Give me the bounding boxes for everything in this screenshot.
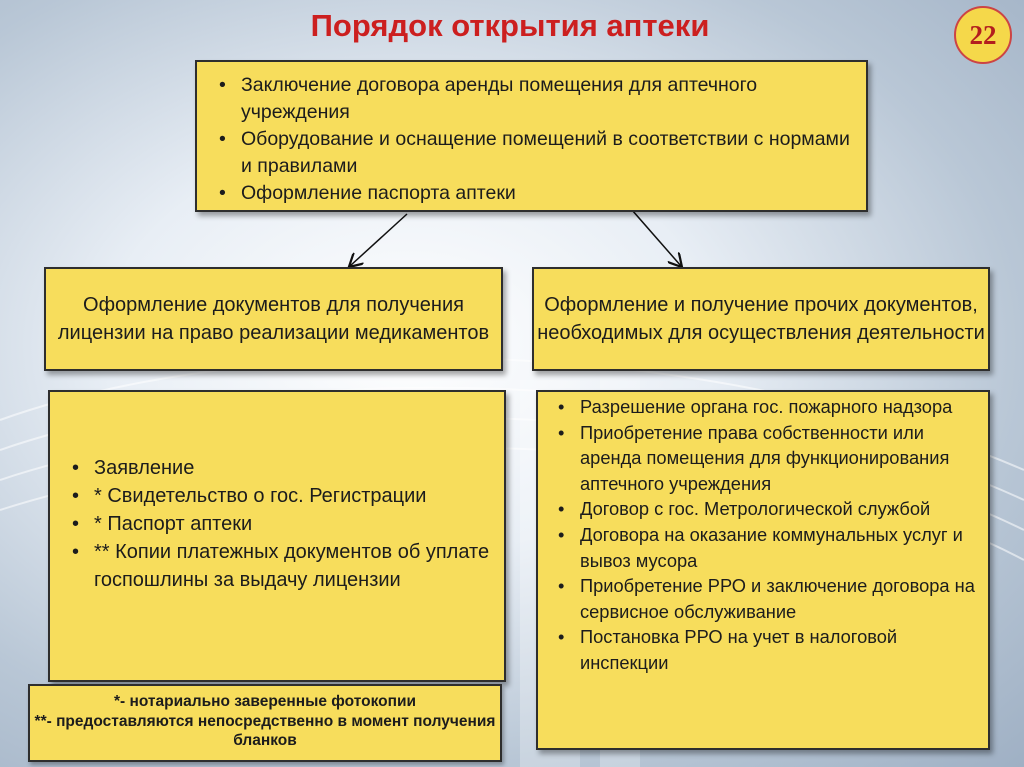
other-documents-heading-box	[532, 267, 990, 371]
list-item: • ** Копии платежных документов об уплате госпошлины за выдачу лицензии	[94, 538, 494, 594]
list-item: • Оформление паспорта аптеки	[241, 180, 852, 207]
list-item: • Заявление	[94, 454, 494, 482]
list-item: • Договор с гос. Метрологической службой	[580, 496, 978, 522]
arrow-right	[632, 210, 681, 266]
license-documents-heading: Оформление документов для получения лицензии на право реализации медикаментов	[57, 294, 490, 344]
license-documents-heading-box	[44, 267, 503, 371]
list-item: • Приобретение права собственности или аренда помещения для функционирования аптечного учреждения	[580, 420, 978, 497]
list-item: • Приобретение РРО и заключение договора на сервисное обслуживание	[580, 573, 978, 624]
top-steps-box	[195, 60, 868, 212]
list-item: • Постановка РРО на учет в налоговой инспекции	[580, 624, 978, 675]
slide-title: Порядок открытия аптеки	[310, 8, 710, 43]
license-documents-box	[48, 390, 506, 682]
page-number-badge: 22	[954, 6, 1012, 64]
other-documents-heading: Оформление и получение прочих документов, необходимых для осуществления деятельности	[537, 294, 985, 344]
top-steps-list	[241, 72, 852, 207]
list-item: • Оборудование и оснащение помещений в соответствии с нормами и правилами	[241, 126, 852, 180]
list-item: • * Паспорт аптеки	[94, 510, 494, 538]
other-documents-list	[580, 394, 978, 676]
footnote-box	[28, 684, 502, 762]
arrow-left	[350, 214, 407, 266]
other-documents-box	[536, 390, 990, 750]
footnote-line-2: **- предоставляются непосредственно в момент получения бланков	[34, 712, 496, 749]
list-item: • Заключение договора аренды помещения для аптечного учреждения	[241, 72, 852, 126]
license-documents-list	[94, 454, 494, 594]
list-item: • * Свидетельство о гос. Регистрации	[94, 482, 494, 510]
list-item: • Разрешение органа гос. пожарного надзора	[580, 394, 978, 420]
footnote-line-1: *- нотариально заверенные фотокопии	[113, 693, 417, 710]
list-item: • Договора на оказание коммунальных услуг и вывоз мусора	[580, 522, 978, 573]
